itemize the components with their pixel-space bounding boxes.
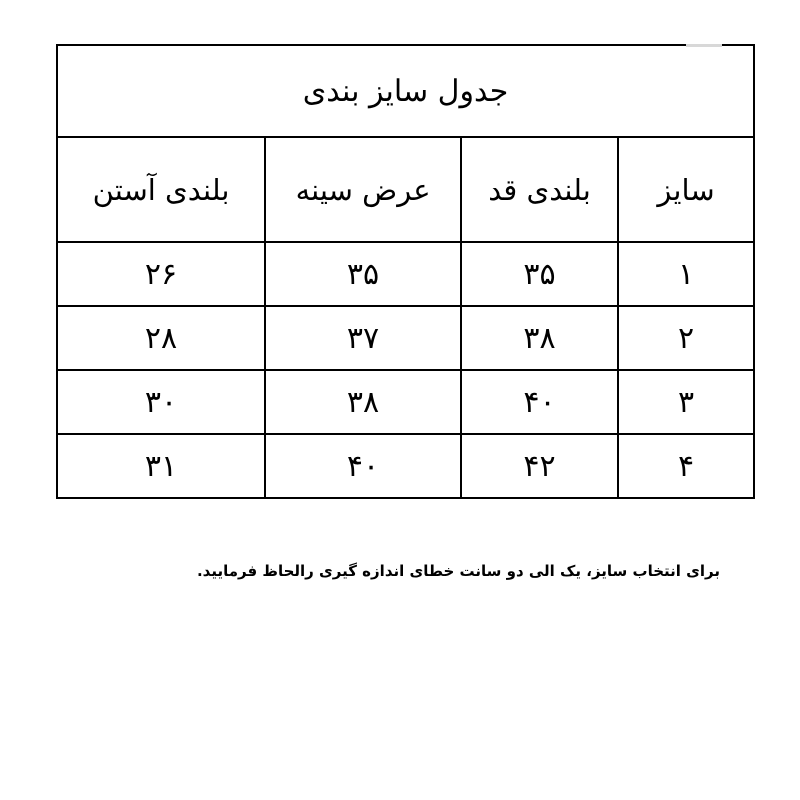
cell-chest-width: ۳۷ bbox=[265, 306, 461, 370]
cell-chest-width: ۳۵ bbox=[265, 242, 461, 306]
header-height: بلندی قد bbox=[461, 137, 618, 242]
cell-sleeve-length: ۳۰ bbox=[57, 370, 265, 434]
cell-sleeve-length: ۲۶ bbox=[57, 242, 265, 306]
table-row bbox=[57, 370, 754, 434]
header-chest-width: عرض سینه bbox=[265, 137, 461, 242]
cell-size: ۱ bbox=[618, 242, 754, 306]
table-title: جدول سایز بندی bbox=[57, 45, 754, 137]
header-sleeve-length: بلندی آستن bbox=[57, 137, 265, 242]
title-row bbox=[57, 45, 754, 137]
cell-chest-width: ۴۰ bbox=[265, 434, 461, 498]
cell-size: ۳ bbox=[618, 370, 754, 434]
table-row bbox=[57, 242, 754, 306]
cell-height: ۳۸ bbox=[461, 306, 618, 370]
cell-size: ۴ bbox=[618, 434, 754, 498]
measurement-note: برای انتخاب سایز، یک الی دو سانت خطای اندازه گیری رالحاظ فرمایید. bbox=[196, 562, 720, 580]
size-table bbox=[56, 44, 755, 499]
header-row bbox=[57, 137, 754, 242]
cell-height: ۴۰ bbox=[461, 370, 618, 434]
cell-chest-width: ۳۸ bbox=[265, 370, 461, 434]
cell-height: ۴۲ bbox=[461, 434, 618, 498]
corner-mark bbox=[686, 44, 722, 47]
table-row bbox=[57, 434, 754, 498]
header-size: سایز bbox=[618, 137, 754, 242]
cell-size: ۲ bbox=[618, 306, 754, 370]
cell-sleeve-length: ۳۱ bbox=[57, 434, 265, 498]
cell-height: ۳۵ bbox=[461, 242, 618, 306]
table-row bbox=[57, 306, 754, 370]
cell-sleeve-length: ۲۸ bbox=[57, 306, 265, 370]
